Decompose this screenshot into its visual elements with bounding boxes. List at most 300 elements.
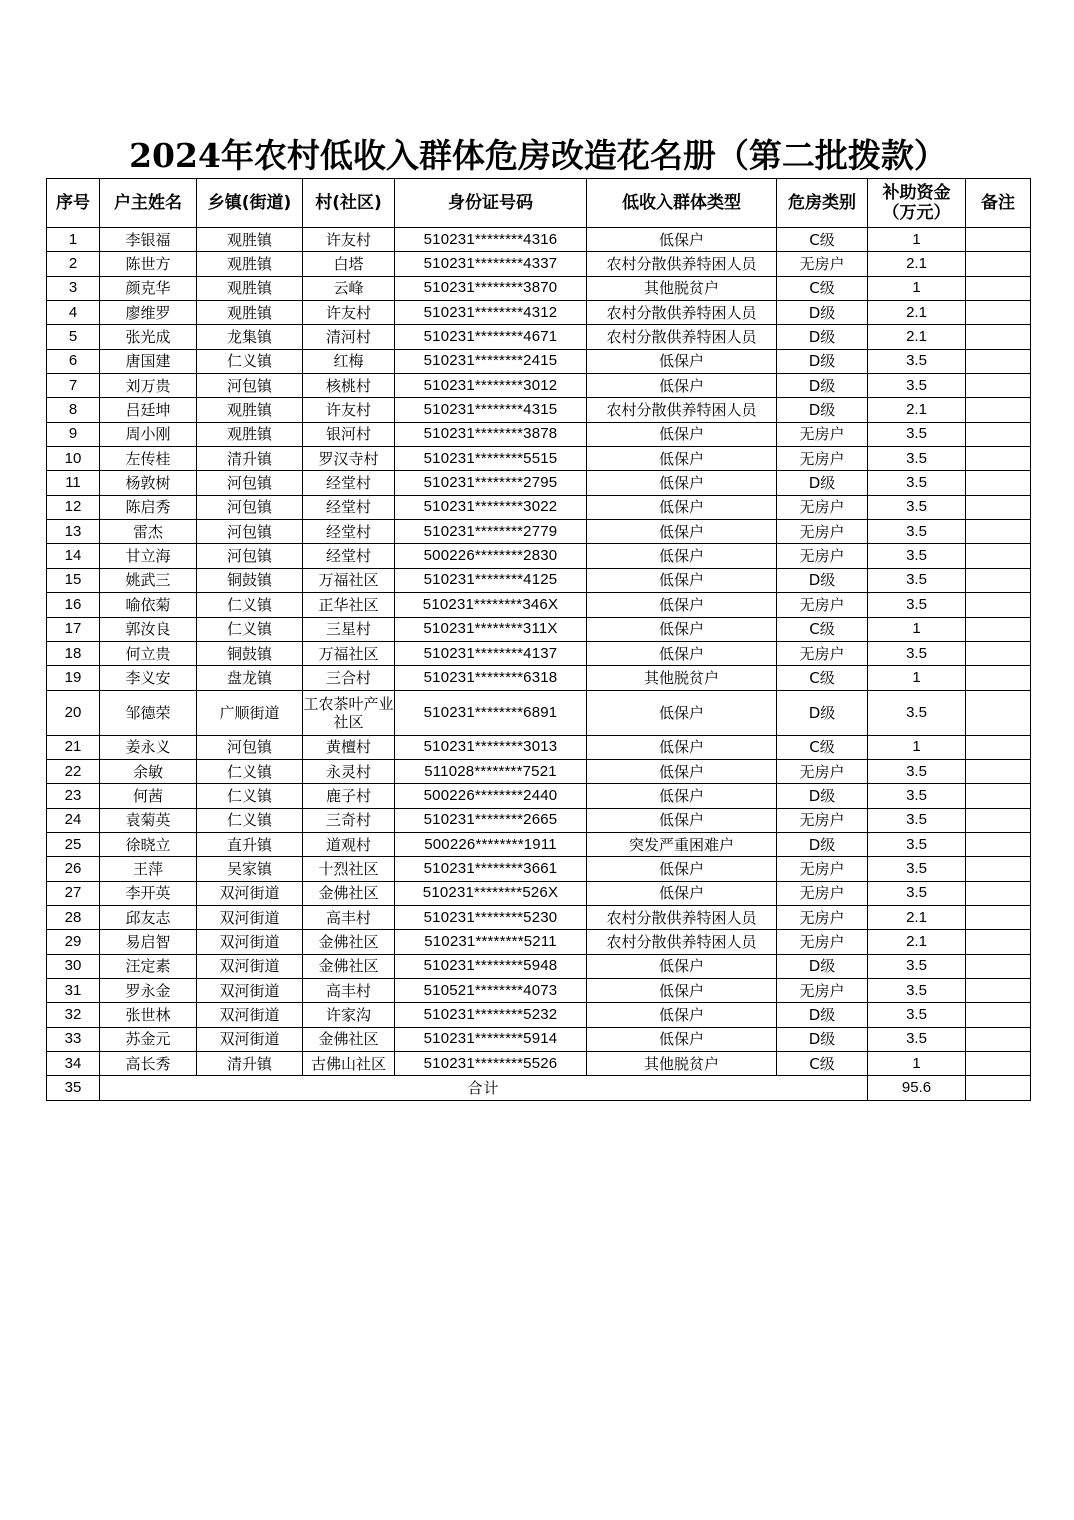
cell-town: 河包镇	[197, 520, 303, 544]
cell-index: 26	[47, 857, 100, 881]
cell-index: 15	[47, 568, 100, 592]
cell-town: 广顺街道	[197, 690, 303, 735]
cell-house-grade: 无房户	[777, 881, 868, 905]
cell-remarks	[966, 252, 1031, 276]
cell-group-type: 低保户	[587, 568, 777, 592]
col-header-subsidy: 补助资金（万元）	[868, 179, 966, 228]
cell-town: 清升镇	[197, 1052, 303, 1076]
cell-id-number: 510231********3022	[395, 495, 587, 519]
cell-name: 陈启秀	[100, 495, 197, 519]
cell-group-type: 低保户	[587, 520, 777, 544]
cell-subsidy: 3.5	[868, 471, 966, 495]
cell-name: 李开英	[100, 881, 197, 905]
cell-index: 22	[47, 759, 100, 783]
cell-group-type: 低保户	[587, 544, 777, 568]
cell-group-type: 低保户	[587, 447, 777, 471]
table-row	[47, 759, 1031, 783]
cell-subsidy: 3.5	[868, 568, 966, 592]
cell-subsidy: 1	[868, 276, 966, 300]
cell-remarks	[966, 784, 1031, 808]
table-row	[47, 422, 1031, 446]
cell-name: 易启智	[100, 930, 197, 954]
cell-house-grade: D级	[777, 1003, 868, 1027]
cell-id-number: 510231********4671	[395, 325, 587, 349]
cell-house-grade: D级	[777, 568, 868, 592]
col-header-name: 户主姓名	[100, 179, 197, 228]
table-row	[47, 252, 1031, 276]
cell-index: 4	[47, 301, 100, 325]
cell-house-grade: 无房户	[777, 759, 868, 783]
cell-name: 杨敦树	[100, 471, 197, 495]
cell-subsidy: 3.5	[868, 857, 966, 881]
table-row	[47, 1003, 1031, 1027]
cell-village: 经堂村	[303, 544, 395, 568]
table-row	[47, 641, 1031, 665]
cell-name: 张光成	[100, 325, 197, 349]
cell-index: 6	[47, 349, 100, 373]
cell-name: 吕廷坤	[100, 398, 197, 422]
table-row	[47, 905, 1031, 929]
cell-village: 三奇村	[303, 808, 395, 832]
cell-name: 苏金元	[100, 1027, 197, 1051]
cell-house-grade: C级	[777, 228, 868, 252]
cell-town: 河包镇	[197, 374, 303, 398]
cell-remarks	[966, 471, 1031, 495]
cell-village: 工农茶叶产业社区	[303, 690, 395, 735]
cell-id-number: 510231********5230	[395, 905, 587, 929]
cell-remarks	[966, 398, 1031, 422]
cell-name: 郭汝良	[100, 617, 197, 641]
cell-name: 姜永义	[100, 735, 197, 759]
cell-index: 28	[47, 905, 100, 929]
table-row	[47, 881, 1031, 905]
cell-house-grade: 无房户	[777, 495, 868, 519]
cell-village: 经堂村	[303, 520, 395, 544]
cell-town: 双河街道	[197, 954, 303, 978]
cell-town: 河包镇	[197, 735, 303, 759]
cell-remarks	[966, 374, 1031, 398]
table-row	[47, 735, 1031, 759]
cell-remarks	[966, 1052, 1031, 1076]
cell-index: 16	[47, 593, 100, 617]
cell-index: 24	[47, 808, 100, 832]
cell-name: 雷杰	[100, 520, 197, 544]
table-row	[47, 447, 1031, 471]
cell-subsidy: 1	[868, 1052, 966, 1076]
cell-subsidy: 2.1	[868, 325, 966, 349]
cell-village: 黄檀村	[303, 735, 395, 759]
table-row	[47, 832, 1031, 856]
table-row	[47, 520, 1031, 544]
cell-remarks	[966, 495, 1031, 519]
cell-house-grade: D级	[777, 374, 868, 398]
cell-index: 13	[47, 520, 100, 544]
cell-remarks	[966, 228, 1031, 252]
col-header-town: 乡镇(街道)	[197, 179, 303, 228]
cell-name: 徐晓立	[100, 832, 197, 856]
cell-group-type: 其他脱贫户	[587, 666, 777, 690]
cell-id-number: 510231********311X	[395, 617, 587, 641]
cell-subsidy: 3.5	[868, 422, 966, 446]
cell-name: 陈世方	[100, 252, 197, 276]
cell-subsidy: 3.5	[868, 954, 966, 978]
cell-group-type: 低保户	[587, 471, 777, 495]
cell-subsidy: 2.1	[868, 398, 966, 422]
cell-village: 许友村	[303, 398, 395, 422]
cell-town: 双河街道	[197, 1003, 303, 1027]
cell-village: 万福社区	[303, 641, 395, 665]
cell-remarks	[966, 422, 1031, 446]
cell-remarks	[966, 568, 1031, 592]
cell-group-type: 其他脱贫户	[587, 1052, 777, 1076]
cell-village: 金佛社区	[303, 1027, 395, 1051]
cell-id-number: 510231********4337	[395, 252, 587, 276]
cell-name: 颜克华	[100, 276, 197, 300]
cell-name: 袁菊英	[100, 808, 197, 832]
cell-subsidy: 3.5	[868, 593, 966, 617]
cell-index: 25	[47, 832, 100, 856]
cell-town: 观胜镇	[197, 301, 303, 325]
cell-subsidy: 2.1	[868, 252, 966, 276]
cell-index: 29	[47, 930, 100, 954]
cell-name: 李义安	[100, 666, 197, 690]
cell-index: 23	[47, 784, 100, 808]
cell-id-number: 510231********2415	[395, 349, 587, 373]
cell-town: 仁义镇	[197, 349, 303, 373]
total-amount: 95.6	[868, 1076, 966, 1100]
cell-house-grade: 无房户	[777, 252, 868, 276]
cell-group-type: 低保户	[587, 857, 777, 881]
cell-group-type: 低保户	[587, 759, 777, 783]
cell-index: 9	[47, 422, 100, 446]
cell-house-grade: 无房户	[777, 422, 868, 446]
cell-town: 河包镇	[197, 544, 303, 568]
cell-index: 18	[47, 641, 100, 665]
cell-village: 许友村	[303, 228, 395, 252]
cell-house-grade: D级	[777, 301, 868, 325]
cell-village: 三合村	[303, 666, 395, 690]
cell-id-number: 510231********3661	[395, 857, 587, 881]
cell-id-number: 510231********2665	[395, 808, 587, 832]
cell-house-grade: 无房户	[777, 808, 868, 832]
cell-group-type: 低保户	[587, 641, 777, 665]
cell-remarks	[966, 905, 1031, 929]
cell-village: 道观村	[303, 832, 395, 856]
cell-group-type: 低保户	[587, 374, 777, 398]
cell-index: 14	[47, 544, 100, 568]
cell-group-type: 低保户	[587, 495, 777, 519]
cell-id-number: 510231********3878	[395, 422, 587, 446]
cell-town: 观胜镇	[197, 276, 303, 300]
cell-name: 罗永金	[100, 978, 197, 1002]
cell-village: 经堂村	[303, 495, 395, 519]
cell-id-number: 510231********3870	[395, 276, 587, 300]
cell-remarks	[966, 617, 1031, 641]
cell-town: 盘龙镇	[197, 666, 303, 690]
cell-remarks	[966, 1027, 1031, 1051]
total-label: 合计	[100, 1076, 868, 1100]
table-row	[47, 593, 1031, 617]
cell-id-number: 510231********5526	[395, 1052, 587, 1076]
cell-town: 双河街道	[197, 1027, 303, 1051]
cell-group-type: 低保户	[587, 1027, 777, 1051]
cell-group-type: 低保户	[587, 422, 777, 446]
cell-group-type: 低保户	[587, 881, 777, 905]
cell-remarks	[966, 276, 1031, 300]
cell-village: 鹿子村	[303, 784, 395, 808]
cell-group-type: 低保户	[587, 784, 777, 808]
table-row	[47, 495, 1031, 519]
cell-subsidy: 3.5	[868, 495, 966, 519]
total-row	[47, 1076, 1031, 1100]
cell-house-grade: D级	[777, 954, 868, 978]
cell-town: 铜鼓镇	[197, 568, 303, 592]
cell-id-number: 510231********5948	[395, 954, 587, 978]
cell-village: 金佛社区	[303, 881, 395, 905]
cell-remarks	[966, 930, 1031, 954]
cell-house-grade: 无房户	[777, 447, 868, 471]
cell-subsidy: 3.5	[868, 690, 966, 735]
cell-group-type: 农村分散供养特困人员	[587, 252, 777, 276]
cell-group-type: 农村分散供养特困人员	[587, 905, 777, 929]
cell-name: 唐国建	[100, 349, 197, 373]
table-row	[47, 1027, 1031, 1051]
table-row	[47, 930, 1031, 954]
cell-group-type: 低保户	[587, 690, 777, 735]
col-header-house-grade: 危房类别	[777, 179, 868, 228]
cell-village: 许家沟	[303, 1003, 395, 1027]
cell-village: 古佛山社区	[303, 1052, 395, 1076]
cell-remarks	[966, 301, 1031, 325]
cell-id-number: 510231********2779	[395, 520, 587, 544]
cell-subsidy: 1	[868, 666, 966, 690]
cell-village: 永灵村	[303, 759, 395, 783]
cell-house-grade: C级	[777, 666, 868, 690]
cell-subsidy: 3.5	[868, 447, 966, 471]
cell-subsidy: 3.5	[868, 544, 966, 568]
cell-remarks	[966, 1003, 1031, 1027]
cell-village: 银河村	[303, 422, 395, 446]
table-row	[47, 374, 1031, 398]
cell-town: 观胜镇	[197, 228, 303, 252]
cell-id-number: 510231********5515	[395, 447, 587, 471]
cell-id-number: 510231********3012	[395, 374, 587, 398]
cell-group-type: 农村分散供养特困人员	[587, 325, 777, 349]
cell-house-grade: D级	[777, 784, 868, 808]
header-row	[47, 179, 1031, 228]
cell-remarks	[966, 641, 1031, 665]
cell-house-grade: C级	[777, 735, 868, 759]
cell-name: 何茜	[100, 784, 197, 808]
cell-index: 2	[47, 252, 100, 276]
cell-town: 清升镇	[197, 447, 303, 471]
cell-name: 李银福	[100, 228, 197, 252]
cell-name: 王萍	[100, 857, 197, 881]
cell-remarks	[966, 881, 1031, 905]
cell-subsidy: 3.5	[868, 881, 966, 905]
cell-town: 龙集镇	[197, 325, 303, 349]
cell-remarks	[966, 325, 1031, 349]
cell-index: 7	[47, 374, 100, 398]
cell-index: 34	[47, 1052, 100, 1076]
cell-remarks	[966, 808, 1031, 832]
cell-house-grade: D级	[777, 1027, 868, 1051]
cell-group-type: 低保户	[587, 978, 777, 1002]
cell-village: 正华社区	[303, 593, 395, 617]
cell-village: 核桃村	[303, 374, 395, 398]
table-row	[47, 325, 1031, 349]
cell-group-type: 农村分散供养特困人员	[587, 301, 777, 325]
roster-table	[46, 178, 1031, 1101]
cell-remarks	[966, 978, 1031, 1002]
cell-village: 云峰	[303, 276, 395, 300]
cell-name: 余敏	[100, 759, 197, 783]
cell-id-number: 510231********3013	[395, 735, 587, 759]
cell-index: 20	[47, 690, 100, 735]
cell-id-number: 500226********2830	[395, 544, 587, 568]
cell-index: 19	[47, 666, 100, 690]
cell-subsidy: 3.5	[868, 641, 966, 665]
table-row	[47, 301, 1031, 325]
cell-remarks	[966, 857, 1031, 881]
cell-house-grade: 无房户	[777, 520, 868, 544]
col-header-remarks: 备注	[966, 179, 1031, 228]
document-title: 2024年农村低收入群体危房改造花名册（第二批拨款）	[129, 136, 947, 175]
table-row	[47, 857, 1031, 881]
cell-subsidy: 3.5	[868, 1027, 966, 1051]
cell-index: 8	[47, 398, 100, 422]
cell-name: 高长秀	[100, 1052, 197, 1076]
cell-name: 姚武三	[100, 568, 197, 592]
cell-index: 1	[47, 228, 100, 252]
col-header-id-number: 身份证号码	[395, 179, 587, 228]
cell-town: 仁义镇	[197, 593, 303, 617]
cell-town: 双河街道	[197, 881, 303, 905]
cell-house-grade: 无房户	[777, 905, 868, 929]
cell-town: 仁义镇	[197, 808, 303, 832]
cell-remarks	[966, 349, 1031, 373]
table-row	[47, 666, 1031, 690]
cell-village: 许友村	[303, 301, 395, 325]
cell-house-grade: D级	[777, 832, 868, 856]
cell-remarks	[966, 544, 1031, 568]
cell-name: 刘万贵	[100, 374, 197, 398]
cell-subsidy: 2.1	[868, 905, 966, 929]
cell-index: 5	[47, 325, 100, 349]
cell-group-type: 低保户	[587, 349, 777, 373]
cell-subsidy: 3.5	[868, 349, 966, 373]
cell-village: 高丰村	[303, 905, 395, 929]
cell-subsidy: 2.1	[868, 930, 966, 954]
cell-index: 21	[47, 735, 100, 759]
cell-index: 11	[47, 471, 100, 495]
cell-subsidy: 3.5	[868, 759, 966, 783]
table-row	[47, 808, 1031, 832]
cell-id-number: 500226********2440	[395, 784, 587, 808]
cell-group-type: 农村分散供养特困人员	[587, 930, 777, 954]
cell-house-grade: D级	[777, 471, 868, 495]
cell-subsidy: 1	[868, 228, 966, 252]
cell-index: 10	[47, 447, 100, 471]
cell-town: 观胜镇	[197, 252, 303, 276]
cell-id-number: 511028********7521	[395, 759, 587, 783]
cell-village: 清河村	[303, 325, 395, 349]
cell-id-number: 510231********2795	[395, 471, 587, 495]
table-row	[47, 471, 1031, 495]
cell-name: 甘立海	[100, 544, 197, 568]
col-header-group-type: 低收入群体类型	[587, 179, 777, 228]
cell-house-grade: C级	[777, 617, 868, 641]
table-row	[47, 1052, 1031, 1076]
cell-remarks	[966, 832, 1031, 856]
cell-id-number: 500226********1911	[395, 832, 587, 856]
cell-name: 张世林	[100, 1003, 197, 1027]
cell-index: 30	[47, 954, 100, 978]
cell-house-grade: D级	[777, 349, 868, 373]
cell-remarks	[966, 593, 1031, 617]
cell-name: 周小刚	[100, 422, 197, 446]
cell-house-grade: 无房户	[777, 544, 868, 568]
cell-remarks	[966, 735, 1031, 759]
cell-town: 双河街道	[197, 905, 303, 929]
cell-subsidy: 1	[868, 617, 966, 641]
cell-group-type: 突发严重困难户	[587, 832, 777, 856]
table-row	[47, 690, 1031, 735]
total-note	[966, 1076, 1031, 1100]
cell-village: 白塔	[303, 252, 395, 276]
cell-id-number: 510231********5211	[395, 930, 587, 954]
cell-village: 红梅	[303, 349, 395, 373]
cell-group-type: 低保户	[587, 954, 777, 978]
cell-name: 廖维罗	[100, 301, 197, 325]
cell-index: 33	[47, 1027, 100, 1051]
cell-town: 仁义镇	[197, 784, 303, 808]
cell-name: 左传桂	[100, 447, 197, 471]
cell-remarks	[966, 690, 1031, 735]
cell-group-type: 其他脱贫户	[587, 276, 777, 300]
cell-house-grade: C级	[777, 276, 868, 300]
roster-body	[47, 228, 1031, 1076]
cell-village: 经堂村	[303, 471, 395, 495]
cell-house-grade: D级	[777, 398, 868, 422]
cell-subsidy: 3.5	[868, 832, 966, 856]
cell-house-grade: D级	[777, 690, 868, 735]
cell-town: 仁义镇	[197, 759, 303, 783]
col-header-village: 村(社区)	[303, 179, 395, 228]
cell-name: 邱友志	[100, 905, 197, 929]
cell-id-number: 510231********4316	[395, 228, 587, 252]
cell-index: 12	[47, 495, 100, 519]
cell-group-type: 低保户	[587, 808, 777, 832]
cell-id-number: 510231********346X	[395, 593, 587, 617]
cell-subsidy: 3.5	[868, 978, 966, 1002]
cell-remarks	[966, 520, 1031, 544]
cell-group-type: 低保户	[587, 1003, 777, 1027]
cell-index: 3	[47, 276, 100, 300]
cell-remarks	[966, 954, 1031, 978]
cell-house-grade: 无房户	[777, 641, 868, 665]
table-row	[47, 568, 1031, 592]
cell-name: 喻依菊	[100, 593, 197, 617]
cell-town: 直升镇	[197, 832, 303, 856]
cell-id-number: 510231********4315	[395, 398, 587, 422]
cell-town: 河包镇	[197, 471, 303, 495]
cell-subsidy: 2.1	[868, 301, 966, 325]
cell-id-number: 510231********4125	[395, 568, 587, 592]
cell-village: 三星村	[303, 617, 395, 641]
cell-village: 十烈社区	[303, 857, 395, 881]
cell-group-type: 低保户	[587, 617, 777, 641]
